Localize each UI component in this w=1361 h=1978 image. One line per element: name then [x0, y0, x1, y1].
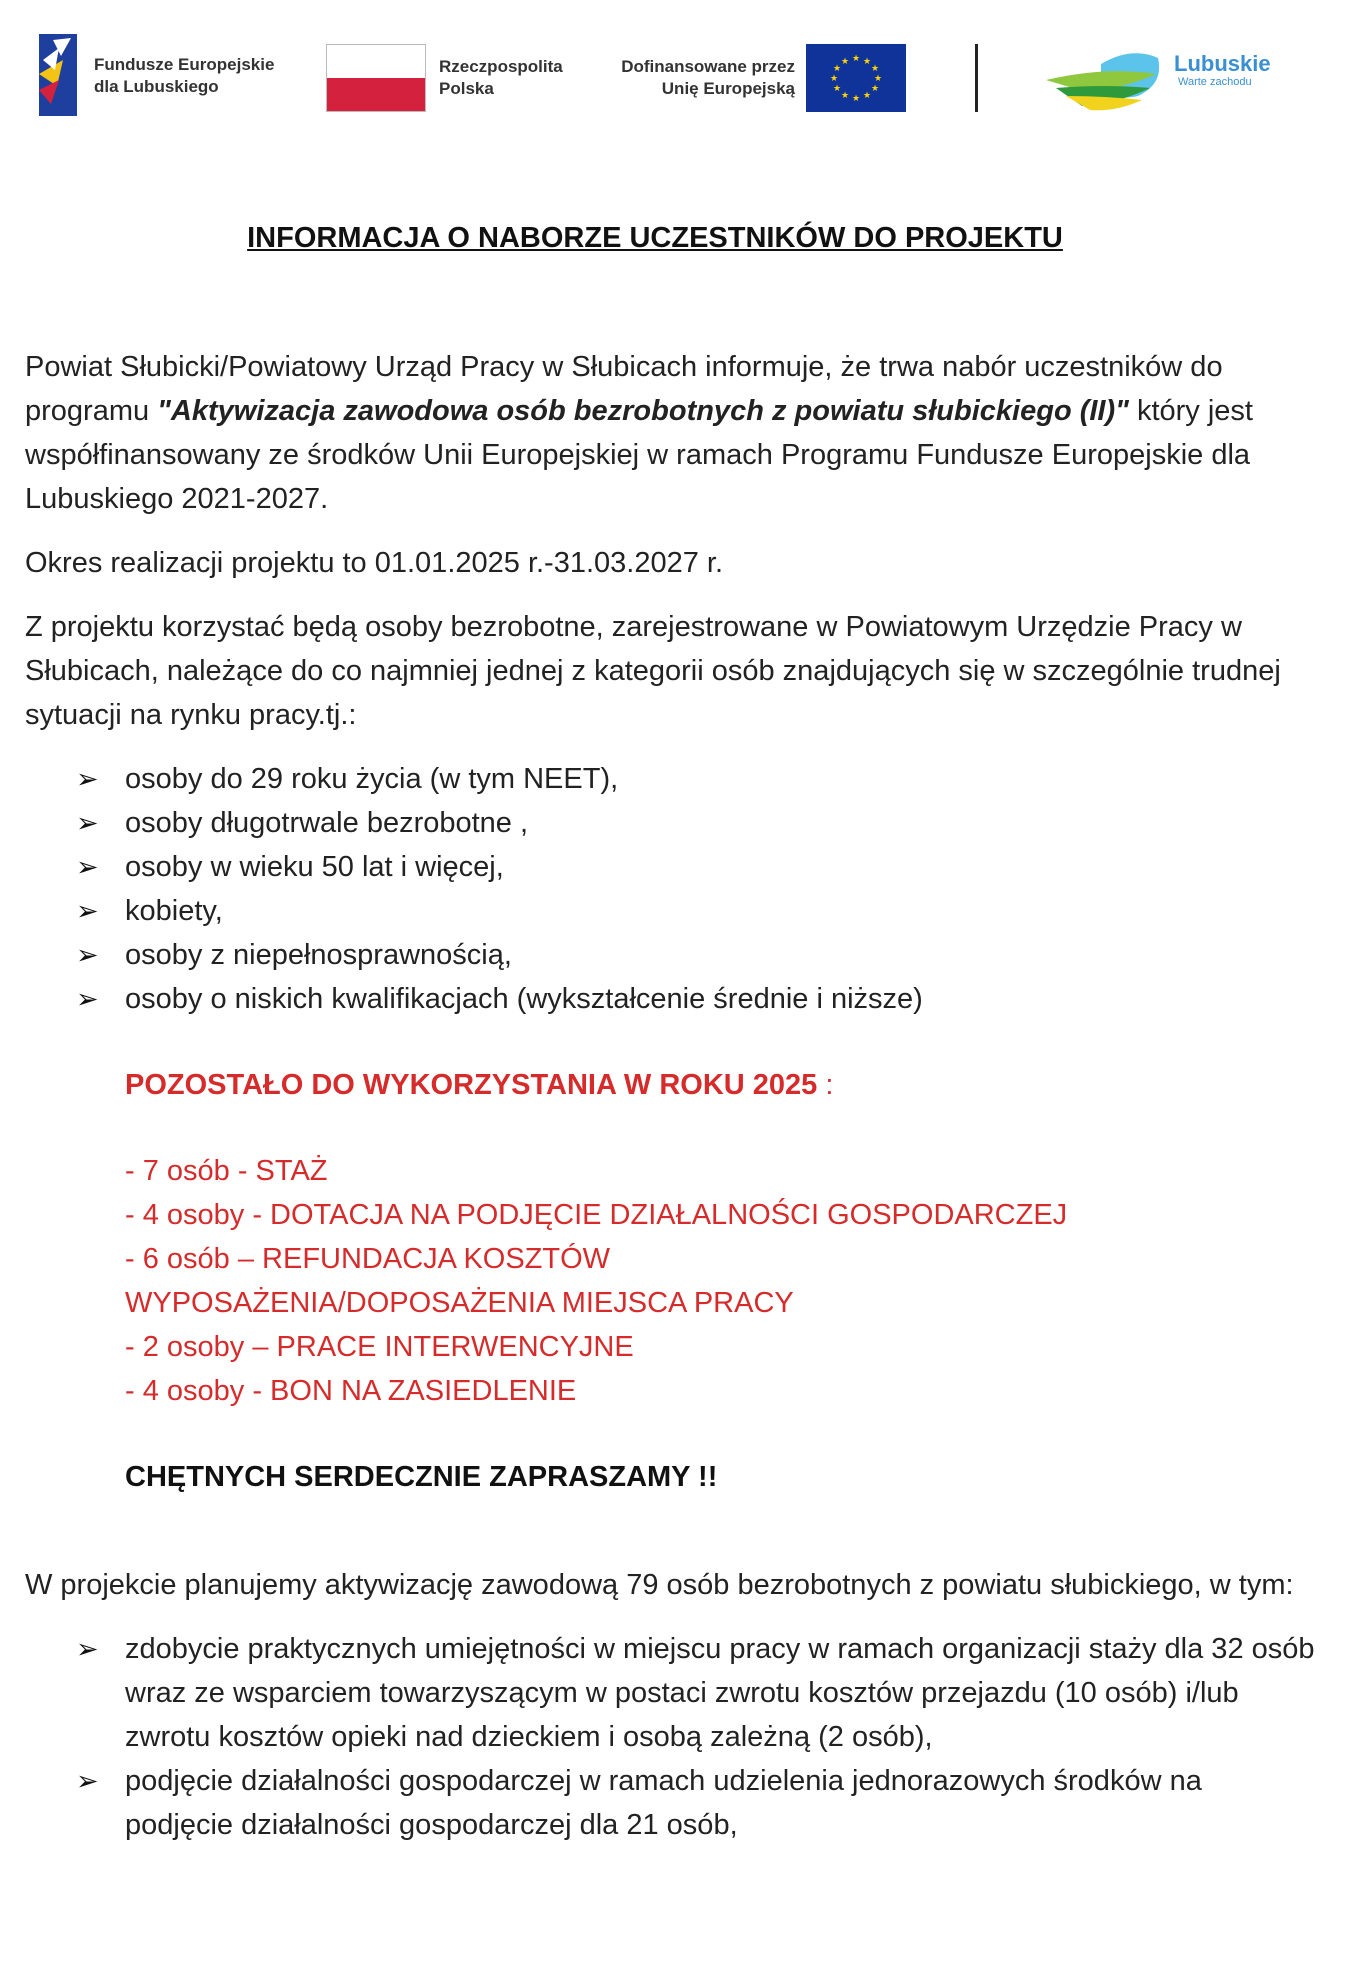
svg-text:★: ★	[862, 57, 872, 67]
list-item: ➢ podjęcie działalności gospodarczej w ramach udzielenia jednorazowych środków na podjęcie działalności gospodarczej dla 21 osób,	[25, 1759, 1315, 1847]
logo-divider	[975, 44, 978, 112]
svg-text:★: ★	[832, 84, 842, 94]
remaining-places-section	[25, 1063, 1315, 1413]
list-item: ➢ osoby do 29 roku życia (w tym NEET),	[25, 757, 1315, 801]
svg-text:★: ★	[873, 74, 883, 84]
svg-text:★: ★	[840, 57, 850, 67]
arrow-bullet-icon: ➢	[76, 1634, 99, 1664]
svg-text:★: ★	[829, 74, 839, 84]
svg-text:★: ★	[851, 54, 861, 64]
svg-text:★: ★	[840, 91, 850, 101]
intro-paragraph: Powiat Słubicki/Powiatowy Urząd Pracy w Słubicach informuje, że trwa nabór uczestników do programu "Aktywizacja zawodowa osób bezrobotnych z powiatu słubickiego (II)" który jest współfinansowany ze środków Unii Europejskiej w ramach Programu Fundusze Europejskie dla Lubuskiego 2021-2027.	[25, 351, 1253, 515]
program-name: "Aktywizacja zawodowa osób bezrobotnych z powiatu słubickiego (II)"	[157, 395, 1129, 427]
list-item: - 4 osoby - BON NA ZASIEDLENIE	[125, 1375, 577, 1407]
svg-text:★: ★	[870, 84, 880, 94]
list-item: ➢ osoby o niskich kwalifikacjach (wykształcenie średnie i niższe)	[25, 977, 1315, 1021]
plan-paragraph: W projekcie planujemy aktywizację zawodową 79 osób bezrobotnych z powiatu słubickiego, w tym:	[25, 1569, 1294, 1601]
category-list	[25, 757, 1315, 1021]
rp-logo-text: Rzeczpospolita Polska	[439, 57, 563, 98]
list-item: ➢ osoby w wieku 50 lat i więcej,	[25, 845, 1315, 889]
arrow-bullet-icon: ➢	[76, 808, 99, 838]
lubuskie-logo-tagline: Warte zachodu	[1178, 76, 1252, 88]
plan-list	[25, 1627, 1315, 1847]
svg-text:★: ★	[851, 94, 861, 104]
logo-bar	[0, 0, 1361, 130]
eligibility-paragraph: Z projektu korzystać będą osoby bezrobotne, zarejestrowane w Powiatowym Urzędzie Pracy w Słubicach, należące do co najmniej jednej z kategorii osób znajdujących się w szczególnie trudnej sytuacji na rynku pracy.tj.:	[25, 611, 1281, 731]
remaining-heading: POZOSTAŁO DO WYKORZYSTANIA W ROKU 2025 :	[125, 1069, 834, 1101]
arrow-bullet-icon: ➢	[76, 764, 99, 794]
list-item: ➢ osoby z niepełnosprawnością,	[25, 933, 1315, 977]
svg-text:★: ★	[870, 64, 880, 74]
list-item: ➢ osoby długotrwale bezrobotne ,	[25, 801, 1315, 845]
eu-logo-text: Dofinansowane przez Unię Europejską	[621, 57, 795, 98]
arrow-bullet-icon: ➢	[76, 852, 99, 882]
arrow-bullet-icon: ➢	[76, 984, 99, 1014]
eu-flag-icon	[806, 44, 906, 112]
lubuskie-logo-icon	[1046, 44, 1166, 114]
list-item: ➢ kobiety,	[25, 889, 1315, 933]
svg-text:★: ★	[832, 64, 842, 74]
closing-invitation: CHĘTNYCH SERDECZNIE ZAPRASZAMY !!	[125, 1461, 718, 1493]
arrow-bullet-icon: ➢	[76, 1766, 99, 1796]
list-item: - 2 osoby – PRACE INTERWENCYJNE	[125, 1331, 634, 1363]
polish-flag-icon	[326, 44, 426, 112]
remaining-list	[125, 1149, 1315, 1413]
svg-text:★: ★	[862, 91, 872, 101]
list-item: ➢ zdobycie praktycznych umiejętności w miejscu pracy w ramach organizacji staży dla 32 osób wraz ze wsparciem towarzyszącym w postaci zwrotu kosztów przejazdu (10 osób) i/lub zwrotu kosztów opieki nad dzieckiem i osobą zależną (2 osób),	[25, 1627, 1315, 1759]
arrow-bullet-icon: ➢	[76, 940, 99, 970]
lubuskie-logo-name: Lubuskie	[1174, 51, 1271, 76]
project-period: Okres realizacji projektu to 01.01.2025 r.-31.03.2027 r.	[25, 547, 724, 579]
list-item: - 4 osoby - DOTACJA NA PODJĘCIE DZIAŁALNOŚCI GOSPODARCZEJ	[125, 1199, 1068, 1231]
list-item: - 7 osób - STAŻ	[125, 1155, 328, 1187]
list-item: - 6 osób – REFUNDACJA KOSZTÓW WYPOSAŻENIA/DOPOSAŻENIA MIEJSCA PRACY	[125, 1243, 794, 1319]
document-title: INFORMACJA O NABORZE UCZESTNIKÓW DO PROJEKTU	[247, 222, 1063, 254]
fe-logo-text: Fundusze Europejskie dla Lubuskiego	[94, 55, 275, 96]
arrow-bullet-icon: ➢	[76, 896, 99, 926]
document-body	[25, 345, 1315, 1847]
fe-logo-icon	[33, 30, 83, 120]
